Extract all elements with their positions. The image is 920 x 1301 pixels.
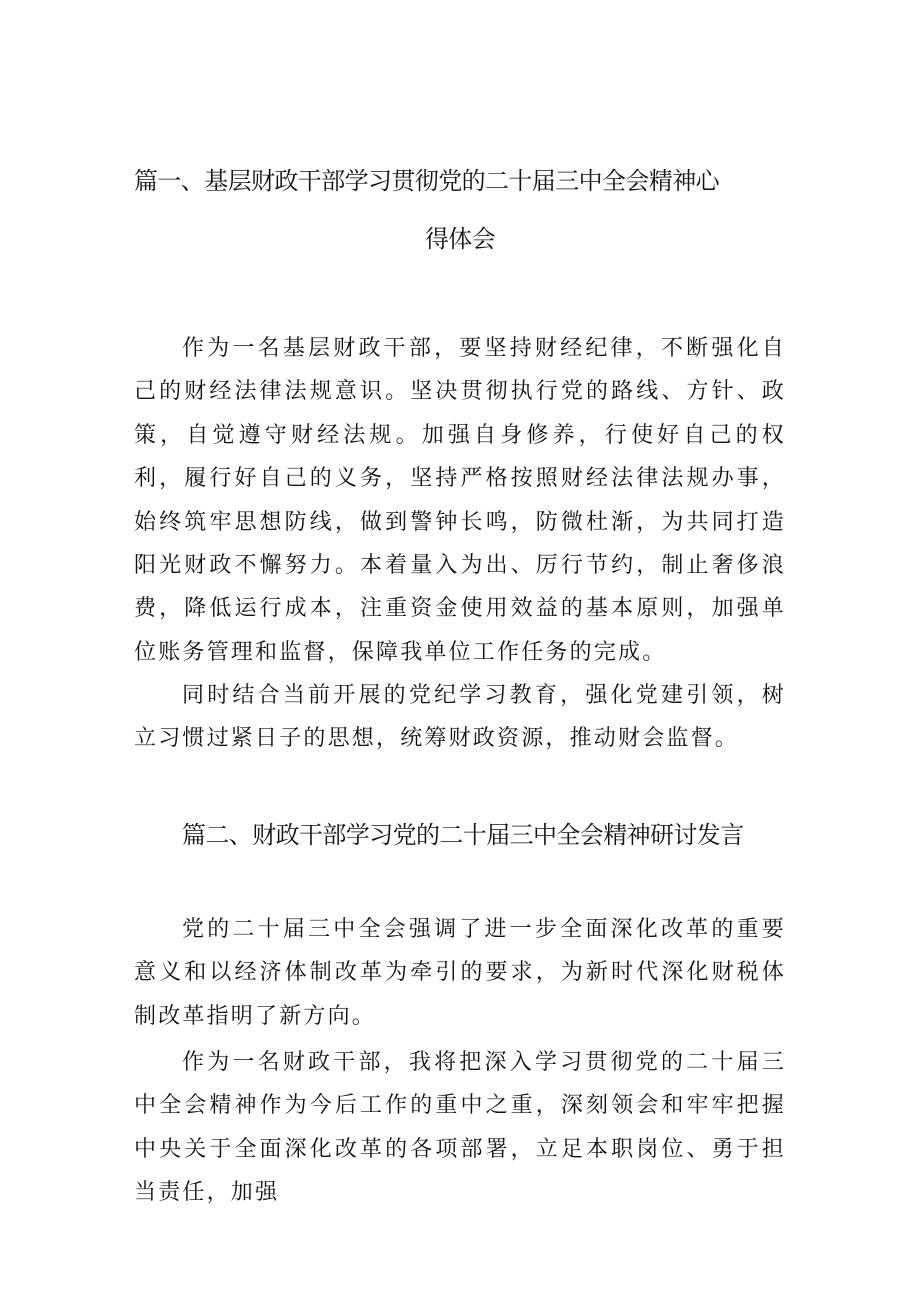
section2-paragraph-1: 党的二十届三中全会强调了进一步全面深化改革的重要意义和以经济体制改革为牵引的要求，为新时代深化财税体制改革指明了新方向。 [134,917,786,1029]
section1-paragraph-1: 作为一名基层财政干部，要坚持财经纪律，不断强化自己的财经法律法规意识。坚决贯彻执行党的路线、方针、政策，自觉遵守财经法规。加强自身修养，行使好自己的权利，履行好自己的义务，坚持严格按照财经法律法规办事，始终筑牢思想防线，做到警钟长鸣，防微杜渐，为共同打造阳光财政不懈努力。本着量入为出、厉行节约，制止奢侈浪费，降低运行成本，注重资金使用效益的基本原则，加强单位账务管理和监督，保障我单位工作任务的完成。 [134,336,786,665]
section1-paragraph-2: 同时结合当前开展的党纪学习教育，强化党建引领，树立习惯过紧日子的思想，统筹财政资源，推动财会监督。 [134,683,786,752]
section1-title-line2: 得体会 [424,225,496,253]
section1-title-line1: 篇一、基层财政干部学习贯彻党的二十届三中全会精神心 [134,167,719,195]
section2-title: 篇二、财政干部学习党的二十届三中全会精神研讨发言 [182,821,744,849]
section1-title [134,158,786,262]
section2-paragraph-2: 作为一名财政干部，我将把深入学习贯彻党的二十届三中全会精神作为今后工作的重中之重，深刻领会和牢牢把握中央关于全面深化改革的各项部署，立足本职岗位、勇于担当责任，加强 [134,1050,786,1206]
